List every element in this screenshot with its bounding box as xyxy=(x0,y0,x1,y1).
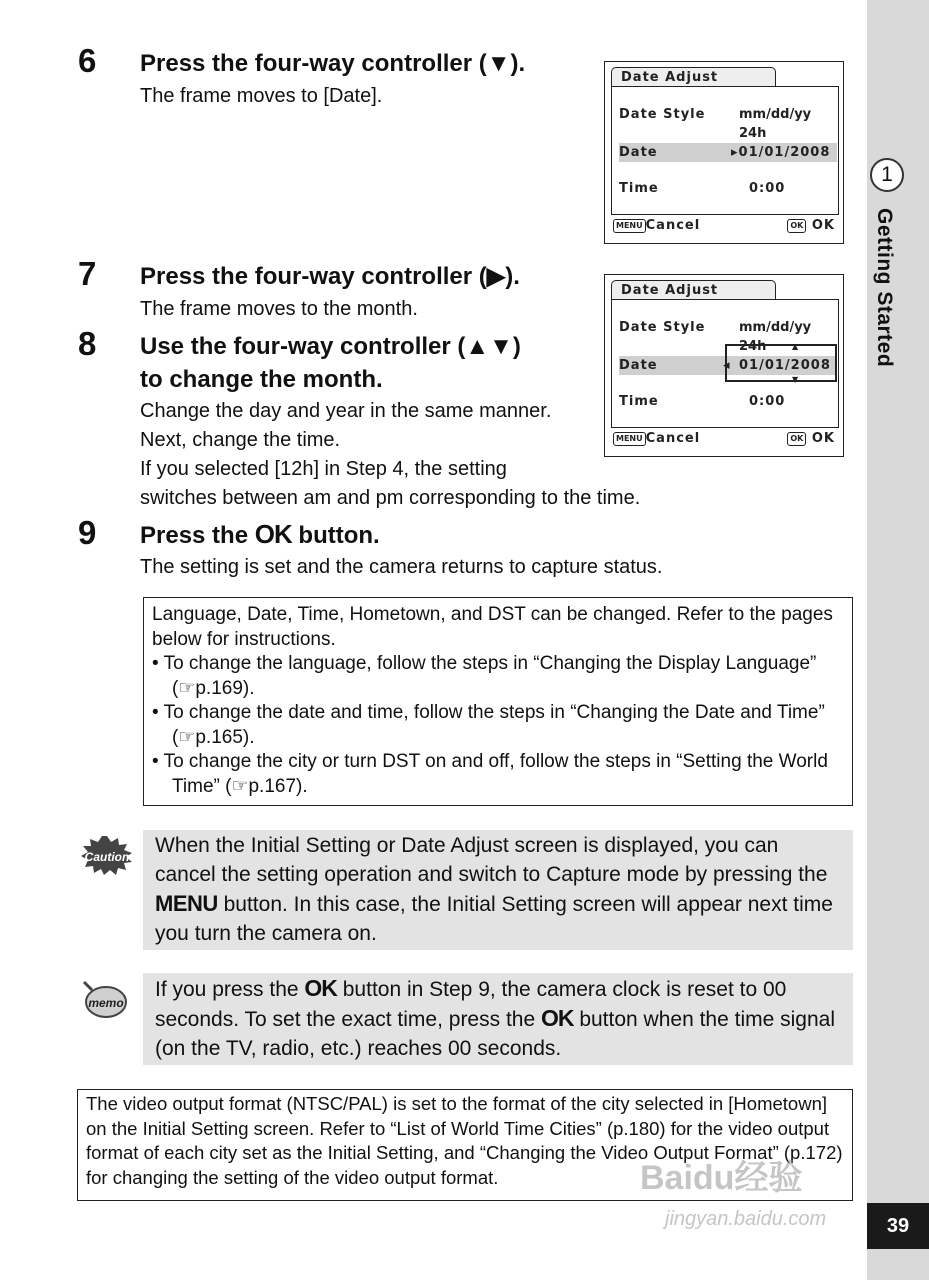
date-adjust-screen xyxy=(604,274,844,457)
step-body: The setting is set and the camera returns to capture status. xyxy=(140,556,663,578)
ok-button-icon: OK xyxy=(254,519,292,549)
memo-box: If you press the OK button in Step 9, the camera clock is reset to 00 seconds. To set the exact time, press the OK button when the time signal (on the TV, radio, etc.) reaches 00 seconds. xyxy=(143,973,853,1065)
date-row: Date ▸01/01/2008 xyxy=(619,143,837,162)
arrow-left-icon: ◂ xyxy=(723,358,731,373)
step-title: Press the four-way controller (▶). xyxy=(140,263,520,290)
month-field: 01 xyxy=(739,358,760,373)
ok-button-icon: OK xyxy=(540,1005,574,1031)
step-title: to change the month. xyxy=(140,366,383,393)
screen-footer: MENU Cancel OK OK xyxy=(613,430,837,448)
time-row: Time 0:00 xyxy=(619,394,786,409)
menu-key-icon: MENU xyxy=(613,219,646,233)
step-body: The frame moves to the month. xyxy=(140,298,418,320)
date-adjust-screen xyxy=(604,61,844,244)
menu-button-icon: MENU xyxy=(155,891,218,916)
screen-footer: MENU Cancel OK OK xyxy=(613,217,837,235)
watermark-url: jingyan.baidu.com xyxy=(665,1208,827,1230)
ok-key-icon: OK xyxy=(787,432,806,446)
step-title: Use the four-way controller (▲▼) xyxy=(140,333,521,360)
step-body: switches between am and pm corresponding to the time. xyxy=(140,487,641,509)
menu-key-icon: MENU xyxy=(613,432,646,446)
ok-button-icon: OK xyxy=(304,975,337,1001)
time-row: Time 0:00 xyxy=(619,181,786,196)
step-number: 6 xyxy=(78,42,97,79)
svg-text:memo: memo xyxy=(88,996,124,1010)
date-style-row: Date Style mm/dd/yy 24h xyxy=(619,320,812,354)
info-box xyxy=(143,597,853,806)
step-title: Press the OK button. xyxy=(140,519,380,549)
arrow-down-icon: ▼ xyxy=(792,375,800,384)
step-number: 7 xyxy=(78,255,97,292)
caution-box: When the Initial Setting or Date Adjust screen is displayed, you can cancel the setting operation and switch to Capture mode by pressing the MENU button. In this case, the Initial Setting screen will appear next time you turn the camera on. xyxy=(143,830,853,950)
date-style-row: Date Style mm/dd/yy 24h xyxy=(619,107,812,141)
chapter-title: Getting Started xyxy=(873,208,896,368)
selection-frame xyxy=(725,344,837,382)
step-title: Press the four-way controller (▼). xyxy=(140,50,526,77)
svg-text:Caution: Caution xyxy=(84,850,130,864)
step-number: 9 xyxy=(78,514,97,551)
arrow-right-icon: ▸ xyxy=(731,145,739,160)
list-item: • To change the city or turn DST on and off, follow the steps in “Setting the World Time” (☞p.167). xyxy=(152,751,828,797)
step-body: The frame moves to [Date]. xyxy=(140,85,383,107)
step-body: Change the day and year in the same manner. xyxy=(140,400,552,422)
step-body: Next, change the time. xyxy=(140,429,341,451)
screen-panel xyxy=(611,299,839,428)
date-row: Date ◂ 01/01/2008 xyxy=(619,356,837,375)
list-item: • To change the date and time, follow the steps in “Changing the Date and Time” (☞p.165). xyxy=(152,702,825,748)
watermark-logo: Baidu经验 xyxy=(640,1159,803,1197)
list-item: • To change the language, follow the steps in “Changing the Display Language” (☞p.169). xyxy=(152,653,817,699)
info-intro: Language, Date, Time, Hometown, and DST can be changed. Refer to the pages below for instructions. xyxy=(152,604,833,650)
chapter-sidebar xyxy=(867,0,929,1280)
note-box: The video output format (NTSC/PAL) is set to the format of the city selected in [Hometown] on the Initial Setting screen. Refer to “List of World Time Cities” (p.180) for the video output format of each city set as the Initial Setting, and “Changing the Video Output Format” (p.172) for changing the setting of the video output format. xyxy=(77,1089,853,1201)
caution-icon xyxy=(80,836,134,876)
step-body: If you selected [12h] in Step 4, the setting xyxy=(140,458,507,480)
ok-key-icon: OK xyxy=(787,219,806,233)
screen-panel xyxy=(611,86,839,215)
chapter-number: 1 xyxy=(870,158,904,192)
arrow-up-icon: ▲ xyxy=(792,342,800,351)
screen-tab: Date Adjust xyxy=(611,280,776,300)
step-number: 8 xyxy=(78,325,97,362)
screen-tab: Date Adjust xyxy=(611,67,776,87)
page-number: 39 xyxy=(867,1203,929,1249)
memo-icon xyxy=(80,980,128,1022)
